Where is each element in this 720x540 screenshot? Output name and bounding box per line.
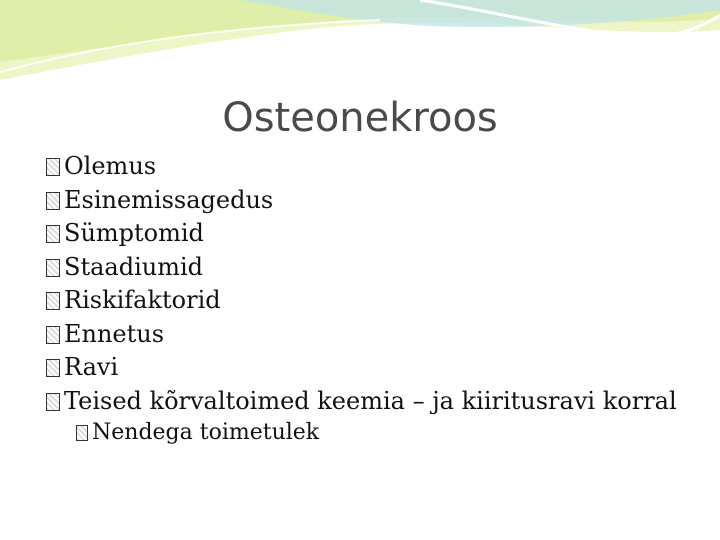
bullet-text: Ravi bbox=[64, 353, 119, 381]
missing-glyph-icon bbox=[46, 359, 60, 377]
bullet-text: Riskifaktorid bbox=[64, 286, 221, 314]
bullet-item bbox=[46, 286, 706, 320]
missing-glyph-icon bbox=[46, 292, 60, 310]
header-wave-decoration bbox=[0, 0, 720, 90]
bullet-item bbox=[46, 320, 706, 354]
missing-glyph-icon bbox=[46, 259, 60, 277]
bullet-text: Olemus bbox=[64, 152, 157, 180]
bullet-text: Sümptomid bbox=[64, 219, 204, 247]
bullet-text: Staadiumid bbox=[64, 252, 203, 281]
bullet-item bbox=[46, 353, 706, 387]
missing-glyph-icon bbox=[46, 326, 60, 344]
sub-bullet-item bbox=[46, 420, 706, 452]
bullet-item bbox=[46, 219, 706, 253]
sub-bullet-text: Nendega toimetulek bbox=[92, 420, 320, 445]
bullet-item bbox=[46, 253, 706, 287]
bullet-text: Teised kõrvaltoimed keemia – ja kiiritusravi korral bbox=[64, 386, 677, 415]
missing-glyph-icon bbox=[46, 225, 60, 243]
missing-glyph-icon bbox=[46, 192, 60, 210]
bullet-list bbox=[46, 152, 706, 452]
slide-title: Osteonekroos bbox=[222, 95, 498, 141]
bullet-item bbox=[46, 152, 706, 186]
missing-glyph-icon bbox=[46, 158, 60, 176]
missing-glyph-icon bbox=[76, 425, 88, 441]
bullet-text: Esinemissagedus bbox=[64, 185, 274, 214]
bullet-item bbox=[46, 387, 706, 421]
bullet-text: Ennetus bbox=[64, 319, 165, 348]
missing-glyph-icon bbox=[46, 393, 60, 411]
bullet-item bbox=[46, 186, 706, 220]
